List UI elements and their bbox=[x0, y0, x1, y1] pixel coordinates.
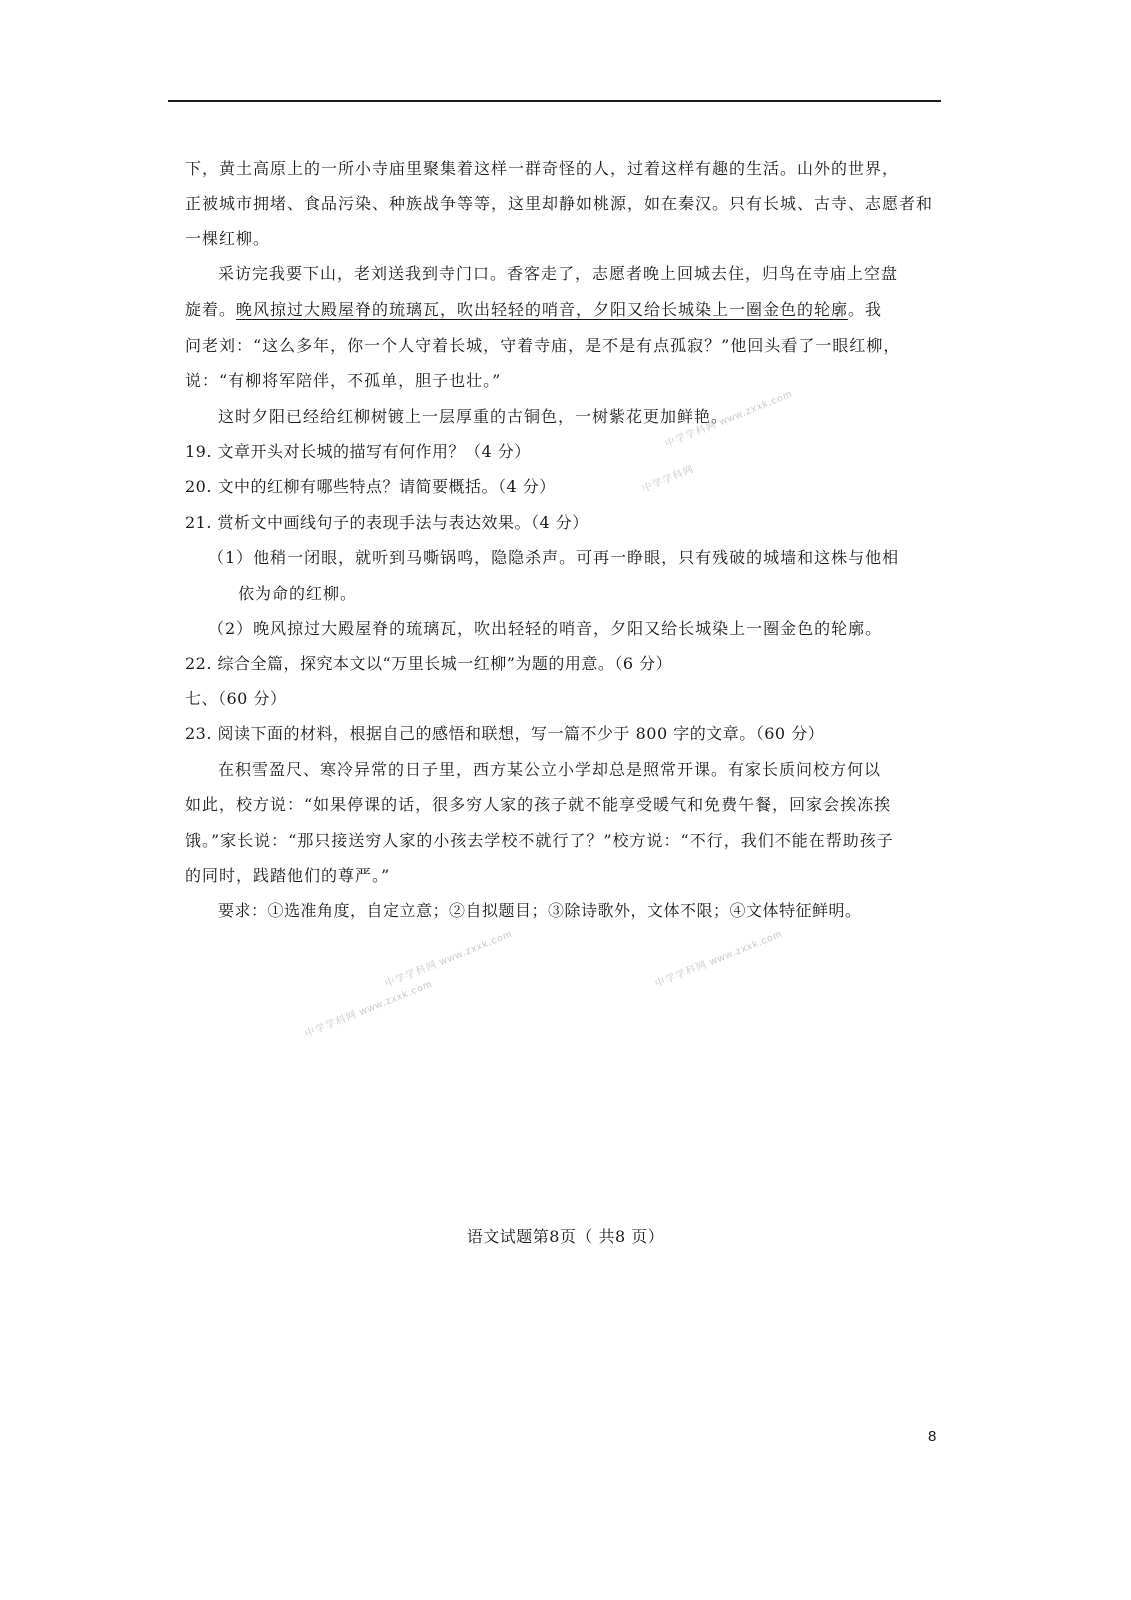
requirements: 要求：①选准角度，自定立意；②自拟题目；③除诗歌外，文体不限；④文体特征鲜明。 bbox=[218, 901, 862, 920]
question-21-item-1-cont: 依为命的红柳。 bbox=[238, 584, 358, 603]
watermark: 中学学科网 bbox=[640, 463, 696, 495]
underlined-sentence: 晚风掠过大殿屋脊的琉璃瓦，吹出轻轻的哨音，夕阳又给长城染上一圈金色的轮廓 bbox=[236, 300, 849, 319]
material-line: 的同时，践踏他们的尊严。” bbox=[185, 866, 391, 885]
watermark: 中学学科网 www.zxxk.com bbox=[303, 978, 435, 1040]
question-22: 22. 综合全篇，探究本文以“万里长城一红柳”为题的用意。（6 分） bbox=[185, 654, 673, 673]
watermark: 中学学科网 www.zxxk.com bbox=[653, 928, 785, 990]
question-20: 20. 文中的红柳有哪些特点？请简要概括。（4 分） bbox=[185, 477, 556, 496]
question-23: 23. 阅读下面的材料，根据自己的感悟和联想，写一篇不少于 800 字的文章。（60 分） bbox=[185, 724, 825, 743]
material-line: 在积雪盈尺、寒冷异常的日子里，西方某公立小学却总是照常开课。有家长质问校方何以 bbox=[218, 760, 882, 779]
passage-line: 正被城市拥堵、食品污染、种族战争等等，这里却静如桃源，如在秦汉。只有长城、古寺、志愿者和 bbox=[185, 194, 934, 213]
passage-line: 说：“有柳将军陪伴，不孤单，胆子也壮。” bbox=[185, 371, 502, 390]
passage-line bbox=[185, 300, 882, 320]
question-21: 21. 赏析文中画线句子的表现手法与表达效果。（4 分） bbox=[185, 513, 589, 532]
passage-text: 旋着。 bbox=[185, 300, 237, 319]
header-rule bbox=[168, 100, 941, 102]
page-number: 8 bbox=[928, 1428, 937, 1445]
page-footer: 语文试题第8页（ 共8 页） bbox=[466, 1227, 665, 1246]
watermark: 中学学科网 www.zxxk.com bbox=[663, 388, 795, 450]
passage-line: 问老刘：“这么多年，你一个人守着长城，守着寺庙，是不是有点孤寂？”他回头看了一眼红柳， bbox=[185, 336, 901, 355]
question-21-item-1: （1）他稍一闭眼，就听到马嘶锅鸣，隐隐杀声。可再一睁眼，只有残破的城墙和这株与他相 bbox=[208, 548, 900, 567]
material-line: 如此，校方说：“如果停课的话，很多穷人家的孩子就不能享受暖气和免费午餐，回家会挨冻挨 bbox=[185, 795, 892, 814]
question-21-item-2: （2）晚风掠过大殿屋脊的琉璃瓦，吹出轻轻的哨音，夕阳又给长城染上一圈金色的轮廓。 bbox=[208, 619, 883, 638]
watermark: 中学学科网 www.zxxk.com bbox=[383, 928, 515, 990]
passage-text: 。我 bbox=[848, 300, 883, 319]
passage-line: 采访完我要下山，老刘送我到寺门口。香客走了，志愿者晚上回城去住，归鸟在寺庙上空盘 bbox=[218, 264, 899, 283]
passage-line: 下，黄土高原上的一所小寺庙里聚集着这样一群奇怪的人，过着这样有趣的生活。山外的世界， bbox=[185, 159, 900, 178]
passage-line: 一棵红柳。 bbox=[185, 229, 271, 248]
section-heading: 七、（60 分） bbox=[185, 689, 287, 708]
question-19: 19. 文章开头对长城的描写有何作用？（4 分） bbox=[185, 442, 531, 461]
passage-line: 这时夕阳已经给红柳树镀上一层厚重的古铜色，一树紫花更加鲜艳。 bbox=[218, 407, 729, 426]
material-line: 饿。”家长说：“那只接送穷人家的小孩去学校不就行了？”校方说：“不行，我们不能在帮助孩子 bbox=[185, 831, 894, 850]
